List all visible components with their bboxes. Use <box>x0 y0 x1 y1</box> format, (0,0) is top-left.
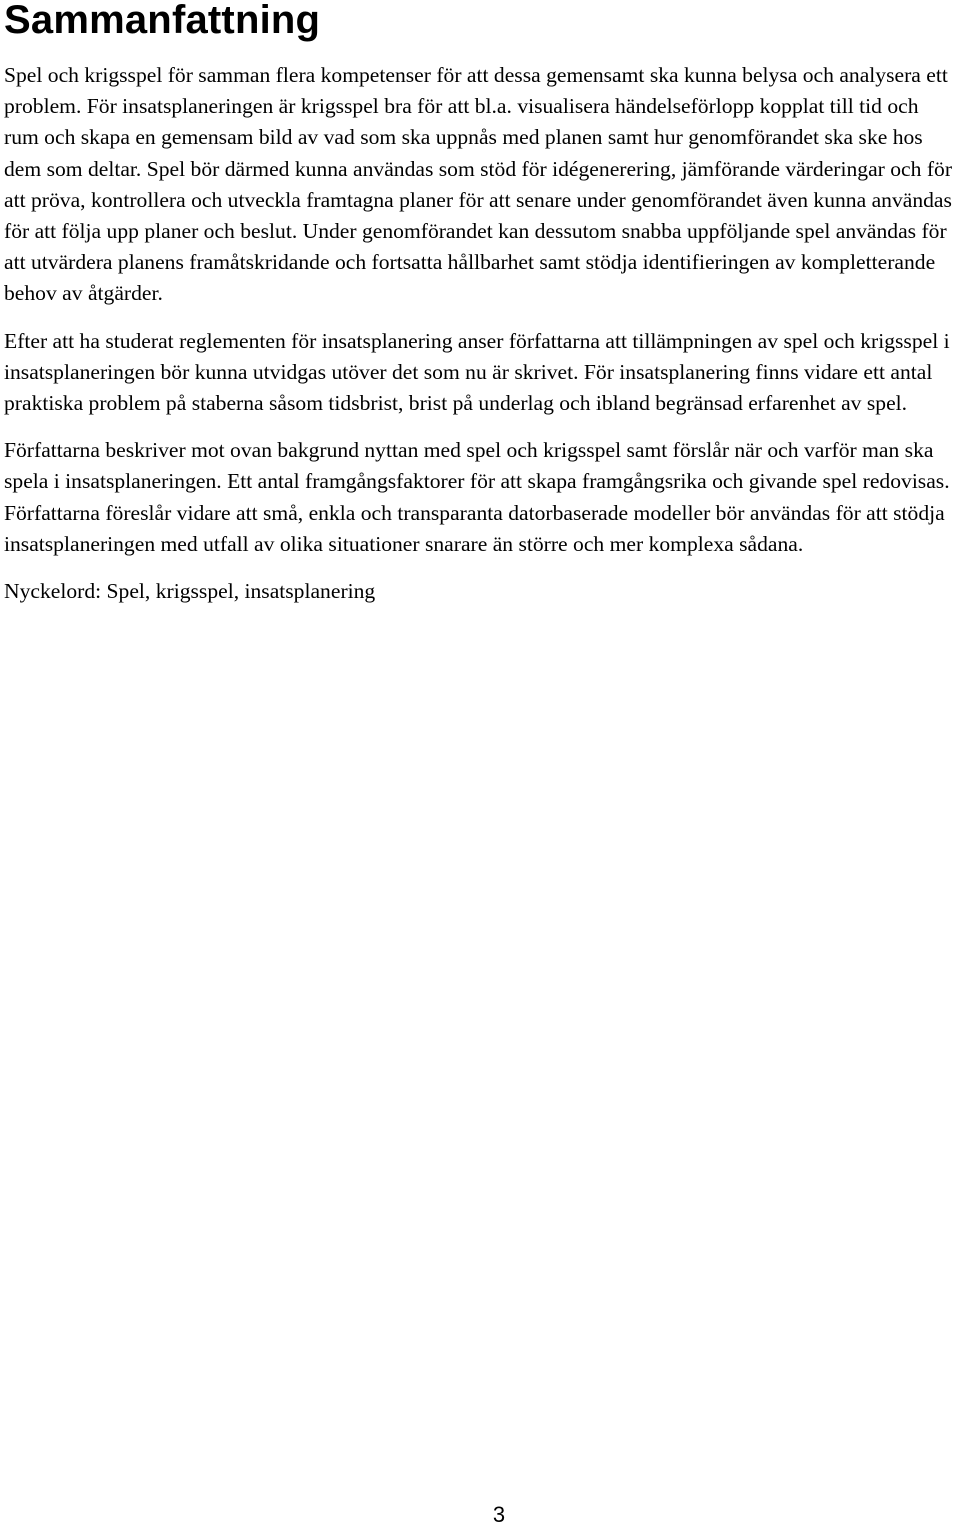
page-title: Sammanfattning <box>4 0 321 42</box>
keywords-line: Nyckelord: Spel, krigsspel, insatsplanering <box>4 579 376 604</box>
page-number: 3 <box>492 1502 506 1527</box>
paragraph-intro: Spel och krigsspel för samman flera kompetenser för att dessa gemensamt ska kunna belysa och analysera ett problem. För insatsplaneringen är krigsspel bra för att bl.a. visualisera händelseförlopp kopplat till tid och rum och skapa en gemensam bild av vad som ska uppnås med planen samt hur genomförandet ska ske hos dem som deltar. Spel bör därmed kunna användas som stöd för idégenerering, jämförande värderingar och för att pröva, kontrollera och utveckla framtagna planer för att senare under genomförandet även kunna användas för att följa upp planer och beslut. Under genomförandet kan dessutom snabba uppföljande spel användas för att utvärdera planens framåtskridande och fortsatta hållbarhet samt stödja identifieringen av kompletterande behov av åtgärder. <box>4 63 953 306</box>
summary-body <box>4 60 954 623</box>
paragraph-recommendations: Författarna beskriver mot ovan bakgrund nyttan med spel och krigsspel samt förslår när och varför man ska spela i insatsplaneringen. Ett antal framgångsfaktorer för att skapa framgångsrika och givande spel redovisas. Författarna föreslår vidare att små, enkla och transparanta datorbaserade modeller bör användas för att stödja insatsplaneringen med utfall av olika situationer snarare än större och mer komplexa sådana. <box>4 438 950 556</box>
paragraph-regulations: Efter att ha studerat reglementen för insatsplanering anser författarna att tillämpningen av spel och krigsspel i insatsplaneringen bör kunna utvidgas utöver det som nu är skrivet. För insatsplanering finns vidare ett antal praktiska problem på staberna såsom tidsbrist, brist på underlag och ibland begränsad erfarenhet av spel. <box>4 328 950 416</box>
